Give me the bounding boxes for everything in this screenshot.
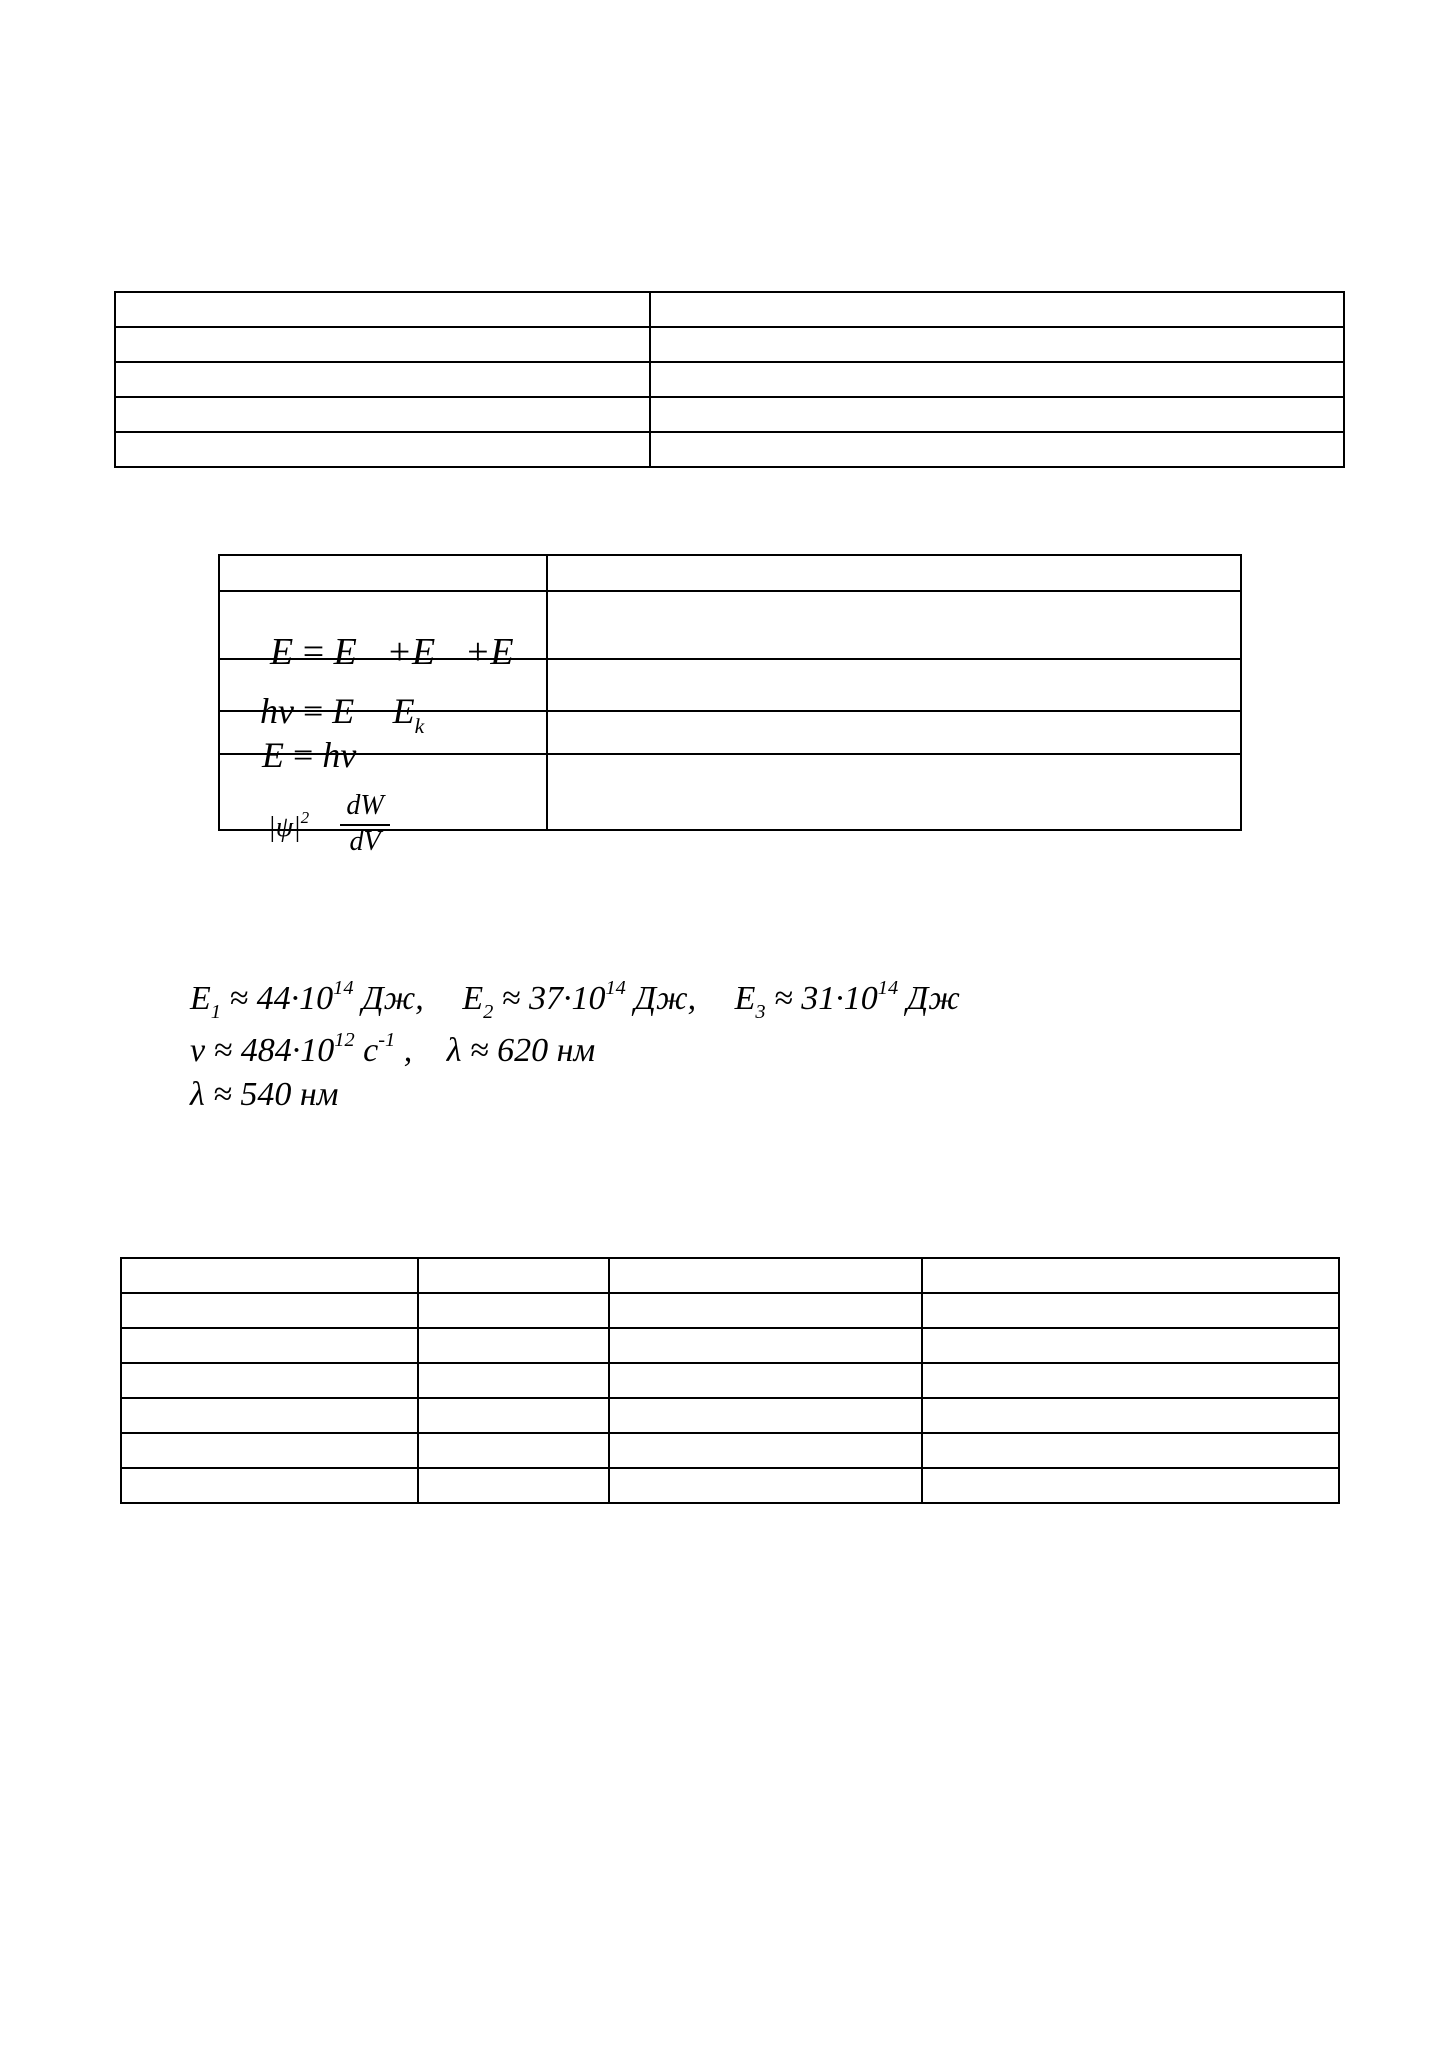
table-row: [121, 1363, 1339, 1398]
math-exponent: 14: [605, 976, 626, 999]
table-cell: [547, 711, 1241, 754]
table-cell: [547, 555, 1241, 591]
math-unit: с: [363, 1032, 379, 1069]
table-cell: [418, 1363, 609, 1398]
math-symbol: E: [462, 980, 484, 1017]
table-row: [115, 432, 1344, 467]
table-cell: [418, 1258, 609, 1293]
table-cell: [922, 1328, 1339, 1363]
table-row: [121, 1328, 1339, 1363]
formula-psi: |ψ|: [268, 812, 301, 843]
table-row: [121, 1468, 1339, 1503]
table-cell: [418, 1328, 609, 1363]
table-cell: [650, 397, 1344, 432]
math-subscript: 1: [210, 1001, 221, 1024]
table-cell: [609, 1258, 922, 1293]
formula-symbol: E: [332, 691, 355, 731]
math-value: λ ≈ 540 нм: [190, 1076, 339, 1113]
table-cell: [418, 1433, 609, 1468]
math-exponent: 14: [877, 976, 899, 999]
math-unit: Дж,: [353, 980, 424, 1017]
table-cell: [547, 659, 1241, 711]
math-value: ≈ 44·10: [229, 980, 334, 1017]
table-cell: [121, 1328, 418, 1363]
result-line-wavelength: [190, 1076, 338, 1114]
math-value: ν ≈ 484·10: [190, 1032, 335, 1069]
formula-symbol: E: [333, 631, 357, 673]
table-cell: [609, 1363, 922, 1398]
math-subscript: 2: [483, 1001, 494, 1024]
table-row: [115, 397, 1344, 432]
formula-symbol: E: [392, 691, 415, 731]
table-cell: [609, 1328, 922, 1363]
formula-term: +E: [386, 631, 436, 673]
math-value: ≈ 37·10: [501, 980, 606, 1017]
formula-symbol: h: [322, 734, 341, 775]
math-exponent: 14: [333, 976, 354, 999]
table-cell: [547, 591, 1241, 659]
math-exponent: -1: [378, 1028, 396, 1051]
table-cell: [115, 397, 650, 432]
math-symbol: E: [190, 980, 211, 1017]
table-row: [115, 292, 1344, 327]
result-line-energies: [190, 976, 960, 1024]
table-cell: [121, 1398, 418, 1433]
table-cell: [609, 1398, 922, 1433]
fraction-numerator: dW: [346, 790, 384, 821]
table-cell: [121, 1258, 418, 1293]
formula-probability-density: [268, 808, 310, 843]
table-row: [115, 362, 1344, 397]
formula-operator: −: [363, 691, 384, 731]
table-cell: [609, 1433, 922, 1468]
table-cell: [418, 1468, 609, 1503]
formula-operator: =: [302, 691, 324, 731]
table-row: [219, 754, 1241, 830]
table-cell: [121, 1433, 418, 1468]
formula-operator: =: [302, 631, 325, 673]
table-cell: [922, 1433, 1339, 1468]
formula-subscript: k: [414, 713, 425, 738]
table-3: [120, 1257, 1340, 1504]
math-unit: Дж: [898, 980, 960, 1017]
table-1: [114, 291, 1345, 468]
table-cell: [922, 1468, 1339, 1503]
formula-symbol: ν: [278, 691, 294, 731]
table-cell: [115, 327, 650, 362]
table-cell: [650, 432, 1344, 467]
result-line-frequency: [190, 1028, 596, 1070]
formula-symbol: h: [260, 691, 278, 731]
formula-symbol: E: [262, 734, 284, 775]
table-row: [219, 555, 1241, 591]
table-cell: [609, 1468, 922, 1503]
math-separator: ,: [395, 1032, 413, 1069]
math-exponent: 12: [334, 1028, 355, 1051]
table-row: [115, 327, 1344, 362]
table-cell: [115, 362, 650, 397]
formula-photon-emission: [260, 691, 425, 738]
formula-operator: =: [293, 734, 314, 775]
table-row: [121, 1398, 1339, 1433]
formula-symbol: E: [270, 631, 294, 673]
table-cell: [547, 754, 1241, 830]
formula-total-energy: [270, 633, 514, 671]
math-value: λ ≈ 620 нм: [446, 1032, 596, 1069]
formula-cell: [219, 591, 547, 673]
table-row: [121, 1258, 1339, 1293]
formula-fraction: [340, 792, 390, 856]
table-cell: [922, 1363, 1339, 1398]
formula-term: +E: [464, 631, 514, 673]
table-cell: [121, 1293, 418, 1328]
table-cell: [115, 432, 650, 467]
fraction-denominator: dV: [349, 826, 381, 857]
table-cell: [418, 1398, 609, 1433]
formula-table: [218, 554, 1242, 857]
math-unit: Дж,: [625, 980, 697, 1017]
table-cell: [922, 1293, 1339, 1328]
table-row: [121, 1433, 1339, 1468]
table-cell: [121, 1468, 418, 1503]
table-cell: [609, 1293, 922, 1328]
table-cell: [922, 1398, 1339, 1433]
table-cell: [650, 362, 1344, 397]
table-cell: [650, 327, 1344, 362]
table-cell: [650, 292, 1344, 327]
table-cell: [922, 1258, 1339, 1293]
math-symbol: E: [734, 980, 756, 1017]
table-cell: [121, 1363, 418, 1398]
math-value: ≈ 31·10: [774, 980, 878, 1017]
math-subscript: 3: [755, 1001, 766, 1024]
table-cell: [418, 1293, 609, 1328]
table-cell: [219, 555, 547, 591]
table-row: [121, 1293, 1339, 1328]
table-row: [219, 591, 1241, 659]
formula-photon-energy: [262, 734, 357, 775]
table-cell: [115, 292, 650, 327]
formula-superscript: 2: [300, 808, 310, 828]
formula-symbol: ν: [340, 734, 357, 775]
